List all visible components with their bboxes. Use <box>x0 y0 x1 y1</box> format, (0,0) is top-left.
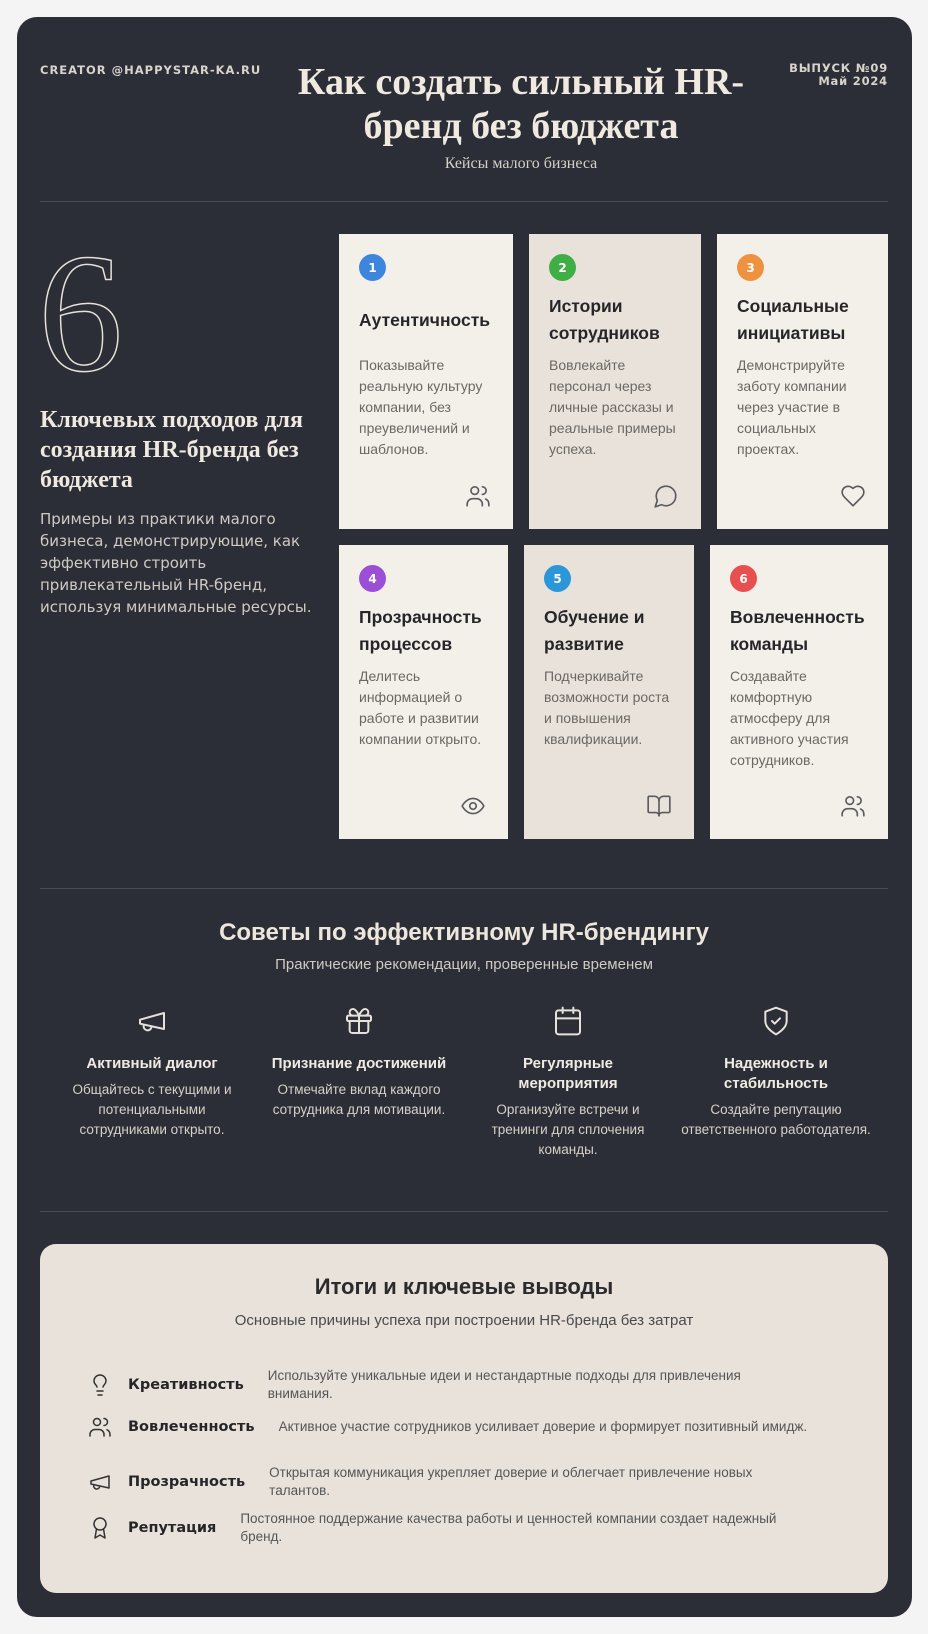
issue-date: Май 2024 <box>818 74 888 88</box>
approach-card <box>339 234 513 529</box>
card-number-badge: 4 <box>359 565 386 592</box>
tips-title: Советы по эффективному HR-брендингу <box>219 919 709 946</box>
tip-text: Организуйте встречи и тренинги для сплочения команды. <box>491 1102 645 1157</box>
card-icon <box>465 483 491 509</box>
card-description: Показывайте реальную культуру компании, без преувеличений и шаблонов. <box>359 357 483 457</box>
lightbulb-icon <box>88 1373 112 1397</box>
megaphone-icon <box>136 1005 168 1037</box>
users-icon <box>88 1415 112 1439</box>
users-icon <box>465 483 491 509</box>
card-icon <box>840 483 866 509</box>
approach-card <box>339 545 508 839</box>
intro-heading: Ключевых подходов для создания HR-бренда без бюджета <box>40 407 303 493</box>
summary-row-label: Вовлеченность <box>128 1419 255 1435</box>
approach-card <box>529 234 701 529</box>
tip-title: Активный диалог <box>86 1055 218 1072</box>
tip-text: Отмечайте вклад каждого сотрудника для мотивации. <box>272 1082 446 1117</box>
summary-row-label: Репутация <box>128 1520 217 1536</box>
creator-credit: CREATOR @HAPPYSTAR-KA.RU <box>40 63 262 77</box>
divider <box>40 201 888 202</box>
book-icon <box>646 793 672 819</box>
tip-title: Надежность и стабильность <box>723 1055 829 1092</box>
approach-card <box>717 234 888 529</box>
card-title: Прозрачность процессов <box>359 607 482 654</box>
gift-icon <box>343 1005 375 1037</box>
card-title: Обучение и развитие <box>544 607 645 654</box>
card-description: Делитесь информацией о работе и развитии компании открыто. <box>359 668 482 747</box>
card-icon <box>840 793 866 819</box>
summary-row <box>88 1367 808 1403</box>
eye-icon <box>460 793 486 819</box>
summary-row-label: Креативность <box>128 1377 244 1393</box>
card-icon <box>653 483 679 509</box>
calendar-icon <box>552 1005 584 1037</box>
page-subtitle: Кейсы малого бизнеса <box>444 155 598 172</box>
card-icon <box>460 793 486 819</box>
divider <box>40 888 888 889</box>
big-number: 6 <box>38 219 123 407</box>
summary-row-label: Прозрачность <box>128 1474 246 1490</box>
approach-card <box>710 545 888 839</box>
card-number-badge: 6 <box>730 565 757 592</box>
users-icon <box>840 793 866 819</box>
card-number-badge: 2 <box>549 254 576 281</box>
issue-number: ВЫПУСК №09 <box>789 61 888 75</box>
card-description: Демонстрируйте заботу компании через участие в социальных проектах. <box>737 357 847 457</box>
summary-row <box>88 1510 808 1546</box>
summary-row <box>88 1415 808 1439</box>
card-description: Создавайте комфортную атмосферу для активного участия сотрудников. <box>730 668 849 768</box>
summary-row <box>88 1464 808 1500</box>
summary-title: Итоги и ключевые выводы <box>314 1274 614 1299</box>
tip-item <box>264 1005 454 1120</box>
tip-title: Признание достижений <box>271 1055 447 1072</box>
summary-row-text: Активное участие сотрудников усиливает доверие и формирует позитивный имидж. <box>278 1419 808 1434</box>
heart-icon <box>840 483 866 509</box>
tip-item <box>57 1005 247 1140</box>
card-title: Социальные инициативы <box>737 296 849 343</box>
card-description: Вовлекайте персонал через личные рассказы и реальные примеры успеха. <box>549 357 676 457</box>
tip-text: Общайтесь с текущими и потенциальными сотрудниками открыто. <box>72 1082 232 1137</box>
tip-text: Создайте репутацию ответственного работодателя. <box>681 1102 871 1137</box>
divider <box>40 1211 888 1212</box>
summary-panel <box>40 1244 888 1593</box>
tips-subtitle: Практические рекомендации, проверенные временем <box>275 956 653 973</box>
card-number-badge: 5 <box>544 565 571 592</box>
approach-card <box>524 545 694 839</box>
summary-row-text: Постоянное поддержание качества работы и ценностей компании создает надежный бренд. <box>240 1511 777 1544</box>
card-title: Вовлеченность команды <box>730 607 865 654</box>
card-number-badge: 3 <box>737 254 764 281</box>
tip-title: Регулярные мероприятия <box>518 1055 618 1092</box>
megaphone-icon <box>88 1470 112 1494</box>
shield-check-icon <box>760 1005 792 1037</box>
card-number-badge: 1 <box>359 254 386 281</box>
tip-item <box>473 1005 663 1160</box>
chat-bubble-icon <box>653 483 679 509</box>
tip-item <box>681 1005 871 1140</box>
card-title: Аутентичность <box>359 309 491 330</box>
card-title: Истории сотрудников <box>549 296 660 343</box>
summary-row-text: Используйте уникальные идеи и нестандартные подходы для привлечения внимания. <box>267 1368 741 1401</box>
card-description: Подчеркивайте возможности роста и повышения квалификации. <box>544 668 670 747</box>
page-title: Как создать сильный HR-бренд без бюджета <box>297 61 745 147</box>
card-icon <box>646 793 672 819</box>
summary-subtitle: Основные причины успеха при построении HR-бренда без затрат <box>234 1312 694 1329</box>
intro-text: Примеры из практики малого бизнеса, демонстрирующие, как эффективно строить привлекательный HR-бренд, используя минимальные ресурсы. <box>40 510 312 616</box>
issue-info <box>789 62 888 88</box>
summary-row-text: Открытая коммуникация укрепляет доверие и облегчает привлечение новых талантов. <box>269 1465 753 1498</box>
award-icon <box>88 1516 112 1540</box>
